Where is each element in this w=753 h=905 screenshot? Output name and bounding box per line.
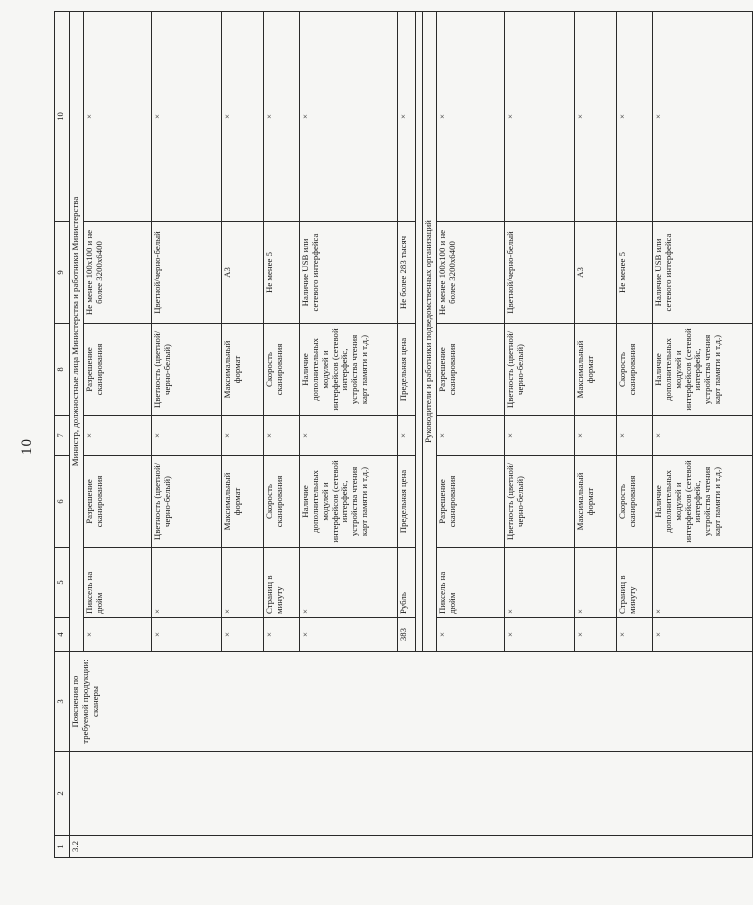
table-rotor (54, 12, 723, 858)
table-cell-c6: Максимальный формат (575, 456, 617, 548)
column-number-row (55, 12, 70, 858)
table-cell-c6: Цветность (цветной/черно-белый) (152, 456, 222, 548)
section-title: Руководители и работники подведомственных организаций (423, 12, 437, 652)
table-cell-c10: × (617, 12, 653, 222)
column-number: 10 (55, 12, 70, 222)
column-number: 2 (55, 752, 70, 836)
table-cell-c4: × (505, 618, 575, 652)
table-cell-c8: Цветность (цветной/черно-белый) (152, 324, 222, 416)
column-number: 8 (55, 324, 70, 416)
table-cell-c5: × (222, 548, 264, 618)
table-cell-c5: Страниц в минуту (264, 548, 300, 618)
requirements-table (54, 11, 753, 858)
table-cell-c4: × (222, 618, 264, 652)
column-number: 7 (55, 416, 70, 456)
table-cell-c7: × (84, 416, 152, 456)
table-cell-c6: Цветность (цветной/черно-белый) (505, 456, 575, 548)
section-gap (416, 12, 423, 652)
table-cell-c7: × (398, 416, 416, 456)
table-cell-c6: Предельная цена (398, 456, 416, 548)
table-cell-c9: Не менее 5 (617, 222, 653, 324)
table-cell-c8: Цветность (цветной/черно-белый) (505, 324, 575, 416)
column-number: 6 (55, 456, 70, 548)
table-cell-c6: Разрешение сканирования (437, 456, 505, 548)
table-cell-c9: Не более 283 тысяч (398, 222, 416, 324)
table-cell-c4: × (437, 618, 505, 652)
table-cell-c9: Наличие USB или сетевого интерфейса (653, 222, 753, 324)
table-cell-c10: × (84, 12, 152, 222)
table-cell-c10: × (300, 12, 398, 222)
table-cell-c4: × (575, 618, 617, 652)
table-cell-c9: Не менее 100х100 и не более 3200х6400 (84, 222, 152, 324)
table-cell-c8: Наличие дополнительных модулей и интерфейсов (сетевой интерфейс, устройства чтения карт памяти и т.д.) (653, 324, 753, 416)
table-cell-c5: Пиксель на дюйм (84, 548, 152, 618)
table-cell-c4: × (264, 618, 300, 652)
section-title-row (70, 12, 84, 858)
table-cell-c8: Максимальный формат (575, 324, 617, 416)
table-cell-c7: × (653, 416, 753, 456)
table-cell-c7: × (152, 416, 222, 456)
item-code (70, 752, 753, 836)
table-cell-c8: Скорость сканирования (264, 324, 300, 416)
table-cell-c9: Цветной/черно-белый (152, 222, 222, 324)
table-cell-c8: Предельная цена (398, 324, 416, 416)
table-cell-c6: Наличие дополнительных модулей и интерфейсов (сетевой интерфейс, устройства чтения карт памяти и т.д.) (653, 456, 753, 548)
table-cell-c5: Рубль (398, 548, 416, 618)
table-cell-c5: × (152, 548, 222, 618)
table-cell-c7: × (300, 416, 398, 456)
table-cell-c10: × (437, 12, 505, 222)
table-cell-c6: Разрешение сканирования (84, 456, 152, 548)
table-cell-c7: × (437, 416, 505, 456)
table-cell-c6: Наличие дополнительных модулей и интерфейсов (сетевой интерфейс, устройства чтения карт памяти и т.д.) (300, 456, 398, 548)
page-number (14, 428, 40, 464)
table-cell-c8: Наличие дополнительных модулей и интерфейсов (сетевой интерфейс, устройства чтения карт памяти и т.д.) (300, 324, 398, 416)
table-cell-c5: × (653, 548, 753, 618)
column-number: 4 (55, 618, 70, 652)
column-number: 5 (55, 548, 70, 618)
table-cell-c5: Пиксель на дюйм (437, 548, 505, 618)
table-cell-c7: × (264, 416, 300, 456)
table-cell-c6: Скорость сканирования (617, 456, 653, 548)
table-cell-c6: Максимальный формат (222, 456, 264, 548)
column-number: 9 (55, 222, 70, 324)
table-cell-c10: × (222, 12, 264, 222)
page-number-text: 10 (18, 437, 35, 455)
table-cell-c5: Страниц в минуту (617, 548, 653, 618)
section-title: Министр, должностные лица Министерства и работники Министерства (70, 12, 84, 652)
table-cell-c9: Наличие USB или сетевого интерфейса (300, 222, 398, 324)
column-number: 3 (55, 652, 70, 752)
table-cell-c4: × (617, 618, 653, 652)
table-cell-c10: × (575, 12, 617, 222)
table-cell-c9: Не менее 5 (264, 222, 300, 324)
table-cell-c5: × (505, 548, 575, 618)
table-cell-c5: × (575, 548, 617, 618)
table-cell-c4: × (300, 618, 398, 652)
table-cell-c7: × (617, 416, 653, 456)
table-cell-c8: Скорость сканирования (617, 324, 653, 416)
table-cell-c4: × (152, 618, 222, 652)
table-cell-c4: × (653, 618, 753, 652)
table-cell-c7: × (575, 416, 617, 456)
table-cell-c9: А3 (575, 222, 617, 324)
table-cell-c10: × (152, 12, 222, 222)
table-cell-c4: × (84, 618, 152, 652)
table-cell-c7: × (505, 416, 575, 456)
table-cell-c4: 383 (398, 618, 416, 652)
table-cell-c9: Цветной/черно-белый (505, 222, 575, 324)
table-cell-c6: Скорость сканирования (264, 456, 300, 548)
table-cell-c10: × (505, 12, 575, 222)
table-cell-c8: Максимальный формат (222, 324, 264, 416)
table-cell-c9: А3 (222, 222, 264, 324)
table-cell-c8: Разрешение сканирования (437, 324, 505, 416)
column-number: 1 (55, 836, 70, 858)
table-cell-c7: × (222, 416, 264, 456)
table-cell-c5: × (300, 548, 398, 618)
rotated-sheet (54, 12, 723, 858)
item-description: Пояснения по требуемой продукции: сканеры (70, 652, 753, 752)
table-cell-c10: × (398, 12, 416, 222)
table-cell-c10: × (264, 12, 300, 222)
table-cell-c8: Разрешение сканирования (84, 324, 152, 416)
table-cell-c9: Не менее 100х100 и не более 3200х6400 (437, 222, 505, 324)
table-cell-c10: × (653, 12, 753, 222)
item-number: 3.2 (70, 836, 753, 858)
